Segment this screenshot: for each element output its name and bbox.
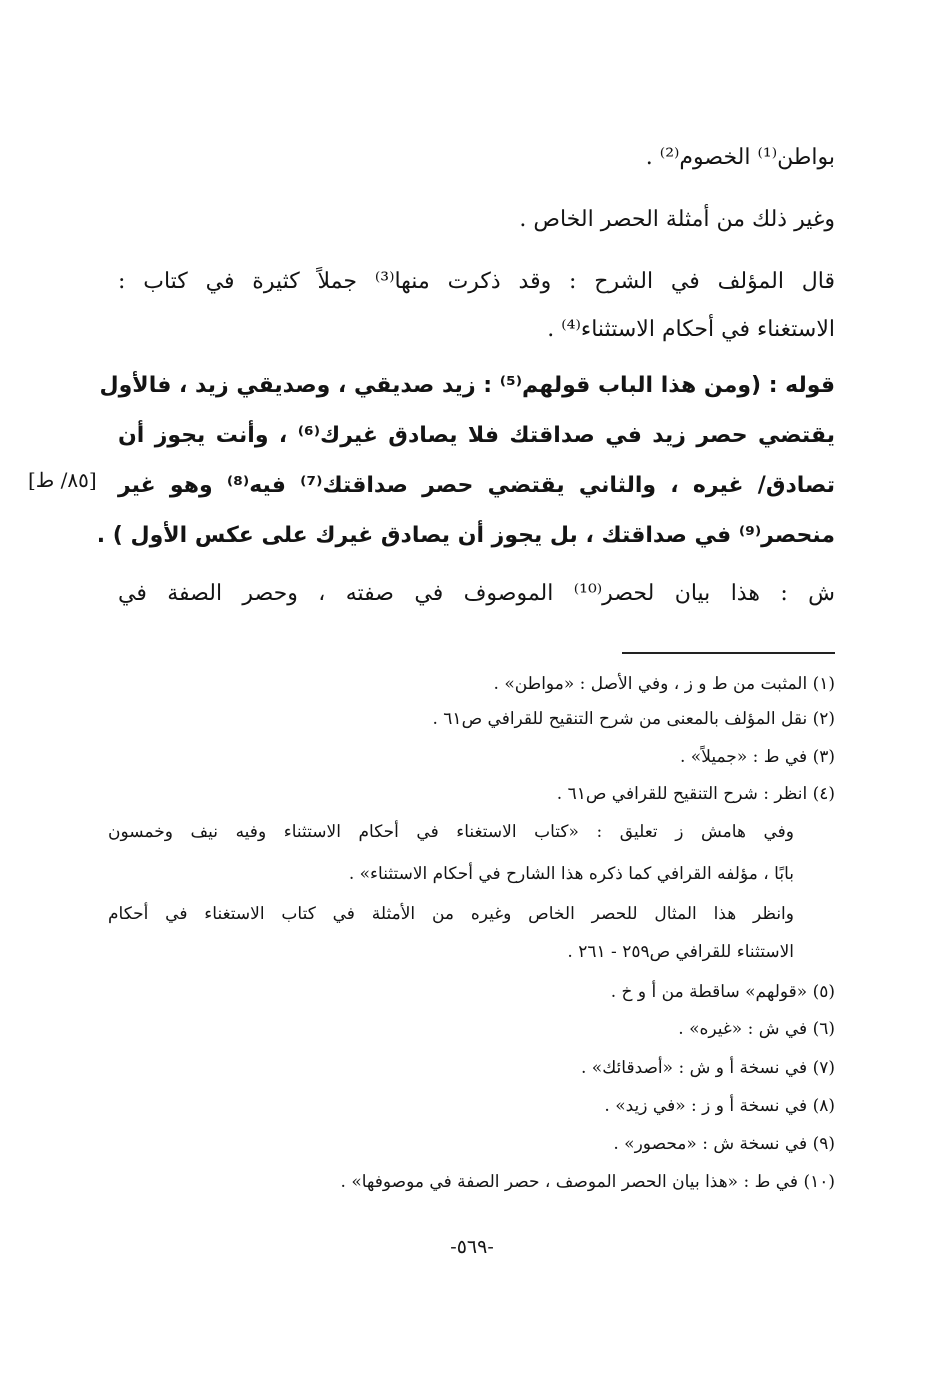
footnote-9: (٩) في نسخة ش : «محصور» . <box>613 1134 835 1154</box>
footnote-10: (١٠) في ط : «هذا بيان الحصر الموصف ، حصر الصفة في موصوفها» . <box>340 1172 835 1192</box>
footnote-4-continuation-4: الاستثناء للقرافي ص٢٥٩ - ٢٦١ . <box>567 942 794 962</box>
text-line-8: منحصر⁽⁹⁾ في صداقتك ، بل يجوز أن يصادق غيرك على عكس الأول ) . <box>96 523 835 548</box>
text-line-7: تصادق/ غيره ، والثاني يقتضي حصر صداقتك⁽⁷⁾ فيه⁽⁸⁾ وهو غير <box>118 473 835 498</box>
text-line-5: قوله : (ومن هذا الباب قولهم⁽⁵⁾ : زيد صديقي ، وصديقي زيد ، فالأول <box>99 373 835 398</box>
text-line-4: الاستغناء في أحكام الاستثناء⁽⁴⁾ . <box>547 317 835 342</box>
footnote-4: (٤) انظر : شرح التنقيح للقرافي ص٦١ . <box>556 784 835 804</box>
footnote-4-continuation-1: وفي هامش ز تعليق : «كتاب الاستغناء في أحكام الاستثناء وفيه نيف وخمسون <box>108 822 794 842</box>
text-line-9: ش : هذا بيان لحصر⁽¹⁰⁾ الموصوف في صفته ، وحصر الصفة في <box>118 581 835 606</box>
footnote-1: (١) المثبت من ط و ز ، وفي الأصل : «مواطن» . <box>493 674 835 694</box>
footnote-8: (٨) في نسخة أ و ز : «في زيد» . <box>604 1096 835 1116</box>
text-line-2: وغير ذلك من أمثلة الحصر الخاص . <box>519 207 835 232</box>
margin-folio-note: [٨٥/ ط] <box>28 468 97 492</box>
footnote-3: (٣) في ط : «جميلاً» . <box>680 747 835 767</box>
text-line-6: يقتضي حصر زيد في صداقتك فلا يصادق غيرك⁽⁶⁾ ، وأنت يجوز أن <box>118 423 835 448</box>
footnote-2: (٢) نقل المؤلف بالمعنى من شرح التنقيح للقرافي ص٦١ . <box>432 709 835 729</box>
footnote-4-continuation-3: وانظر هذا المثال للحصر الخاص وغيره من الأمثلة في كتاب الاستغناء في أحكام <box>108 904 794 924</box>
footnote-6: (٦) في ش : «غيره» . <box>678 1019 835 1039</box>
page-number: -٥٦٩- <box>450 1236 494 1258</box>
footnote-separator <box>622 652 835 654</box>
footnote-5: (٥) «قولهم» ساقطة من أ و خ . <box>610 982 835 1002</box>
text-line-1: بواطن⁽¹⁾ الخصوم⁽²⁾ . <box>645 145 835 170</box>
footnote-4-continuation-2: بابًا ، مؤلفه القرافي كما ذكره هذا الشارح في أحكام الاستثناء» . <box>348 864 794 884</box>
text-line-3: قال المؤلف في الشرح : وقد ذكرت منها⁽³⁾ جملاً كثيرة في كتاب : <box>118 269 835 294</box>
footnote-7: (٧) في نسخة أ و ش : «أصدقائك» . <box>581 1058 835 1078</box>
